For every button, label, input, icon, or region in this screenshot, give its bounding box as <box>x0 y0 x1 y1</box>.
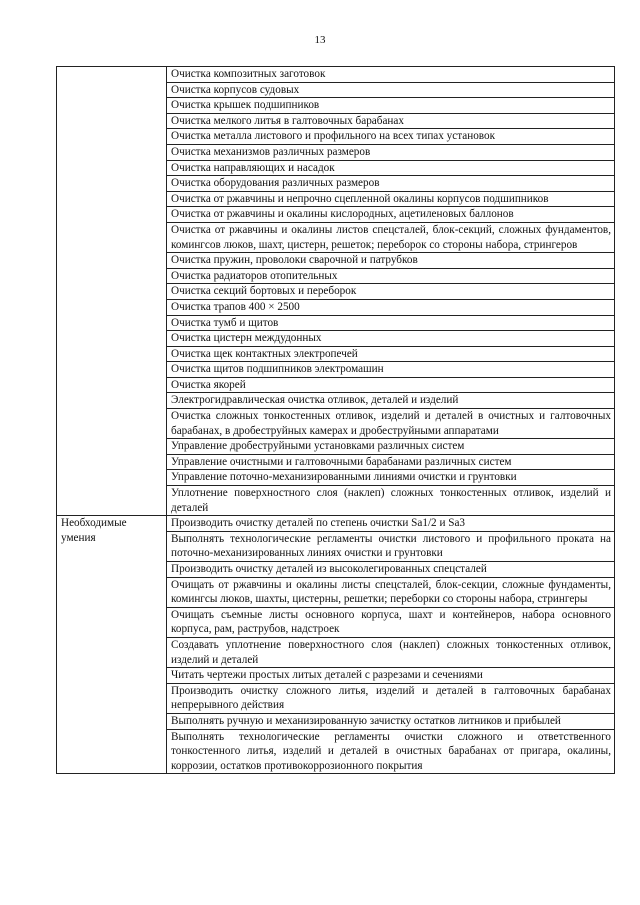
requirements-table <box>56 66 615 774</box>
item-cell: Очистка цистерн междудонных <box>167 331 615 347</box>
item-cell: Очищать съемные листы основного корпуса, шахт и контейнеров, набора основного корпуса, рам, раструбов, надстроек <box>167 607 615 637</box>
item-cell: Очистка направляющих и насадок <box>167 160 615 176</box>
item-cell: Выполнять технологические регламенты очистки сложного и ответственного тонкостенного литья, изделий и деталей в очистных барабанах от пригара, окалины, коррозии, остатков противокоррозионного покрытия <box>167 729 615 774</box>
page-number: 13 <box>314 34 326 46</box>
item-cell: Очистка трапов 400 × 2500 <box>167 299 615 315</box>
item-cell: Производить очистку деталей по степень очистки Sa1/2 и Sa3 <box>167 516 615 532</box>
item-cell: Очистка оборудования различных размеров <box>167 176 615 192</box>
item-cell: Очистка крышек подшипников <box>167 98 615 114</box>
item-cell: Очищать от ржавчины и окалины листы спецсталей, блок-секции, сложные фундаменты, комингсы люков, шахты, цистерны, решетки; переборки со стороны набора, стрингеры <box>167 577 615 607</box>
item-cell: Очистка радиаторов отопительных <box>167 268 615 284</box>
item-cell: Управление дробеструйными установками различных систем <box>167 439 615 455</box>
item-cell: Очистка якорей <box>167 377 615 393</box>
table-row <box>57 516 615 532</box>
requirements-table-body <box>57 67 615 774</box>
item-cell: Производить очистку сложного литья, изделий и деталей в галтовочных барабанах непрерывного действия <box>167 683 615 713</box>
item-cell: Очистка мелкого литья в галтовочных барабанах <box>167 113 615 129</box>
item-cell: Очистка металла листового и профильного на всех типах установок <box>167 129 615 145</box>
item-cell: Очистка щитов подшипников электромашин <box>167 362 615 378</box>
item-cell: Очистка от ржавчины и непрочно сцепленной окалины корпусов подшипников <box>167 191 615 207</box>
item-cell: Очистка от ржавчины и окалины кислородных, ацетиленовых баллонов <box>167 207 615 223</box>
item-cell: Очистка сложных тонкостенных отливок, изделий и деталей в очистных и галтовочных барабанах, в дробеструйных камерах и дробеструйными аппаратами <box>167 409 615 439</box>
item-cell: Читать чертежи простых литых деталей с разрезами и сечениями <box>167 668 615 684</box>
item-cell: Очистка щек контактных электропечей <box>167 346 615 362</box>
item-cell: Очистка от ржавчины и окалины листов спецсталей, блок-секций, сложных фундаментов, комингсов люков, шахт, цистерн, решеток; переборок со стороны набора, стрингеров <box>167 222 615 252</box>
item-cell: Выполнять ручную и механизированную зачистку остатков литников и прибылей <box>167 713 615 729</box>
item-cell: Очистка корпусов судовых <box>167 82 615 98</box>
item-cell: Очистка секций бортовых и переборок <box>167 284 615 300</box>
item-cell: Производить очистку деталей из высоколегированных спецсталей <box>167 562 615 578</box>
item-cell: Уплотнение поверхностного слоя (наклеп) сложных тонкостенных отливок, изделий и деталей <box>167 486 615 516</box>
item-cell: Управление поточно-механизированными линиями очистки и грунтовки <box>167 470 615 486</box>
item-cell: Электрогидравлическая очистка отливок, деталей и изделий <box>167 393 615 409</box>
item-cell: Очистка композитных заготовок <box>167 67 615 83</box>
table-row <box>57 67 615 83</box>
item-cell: Очистка тумб и щитов <box>167 315 615 331</box>
section-heading-cell: Необходимые умения <box>57 516 167 774</box>
item-cell: Очистка пружин, проволоки сварочной и патрубков <box>167 253 615 269</box>
section-heading-cell <box>57 67 167 516</box>
item-cell: Выполнять технологические регламенты очистки листового и профильного проката на поточно-механизированных линиях очистки и грунтовки <box>167 531 615 561</box>
item-cell: Очистка механизмов различных размеров <box>167 144 615 160</box>
item-cell: Создавать уплотнение поверхностного слоя (наклеп) сложных тонкостенных отливок, изделий и деталей <box>167 637 615 667</box>
item-cell: Управление очистными и галтовочными барабанами различных систем <box>167 454 615 470</box>
